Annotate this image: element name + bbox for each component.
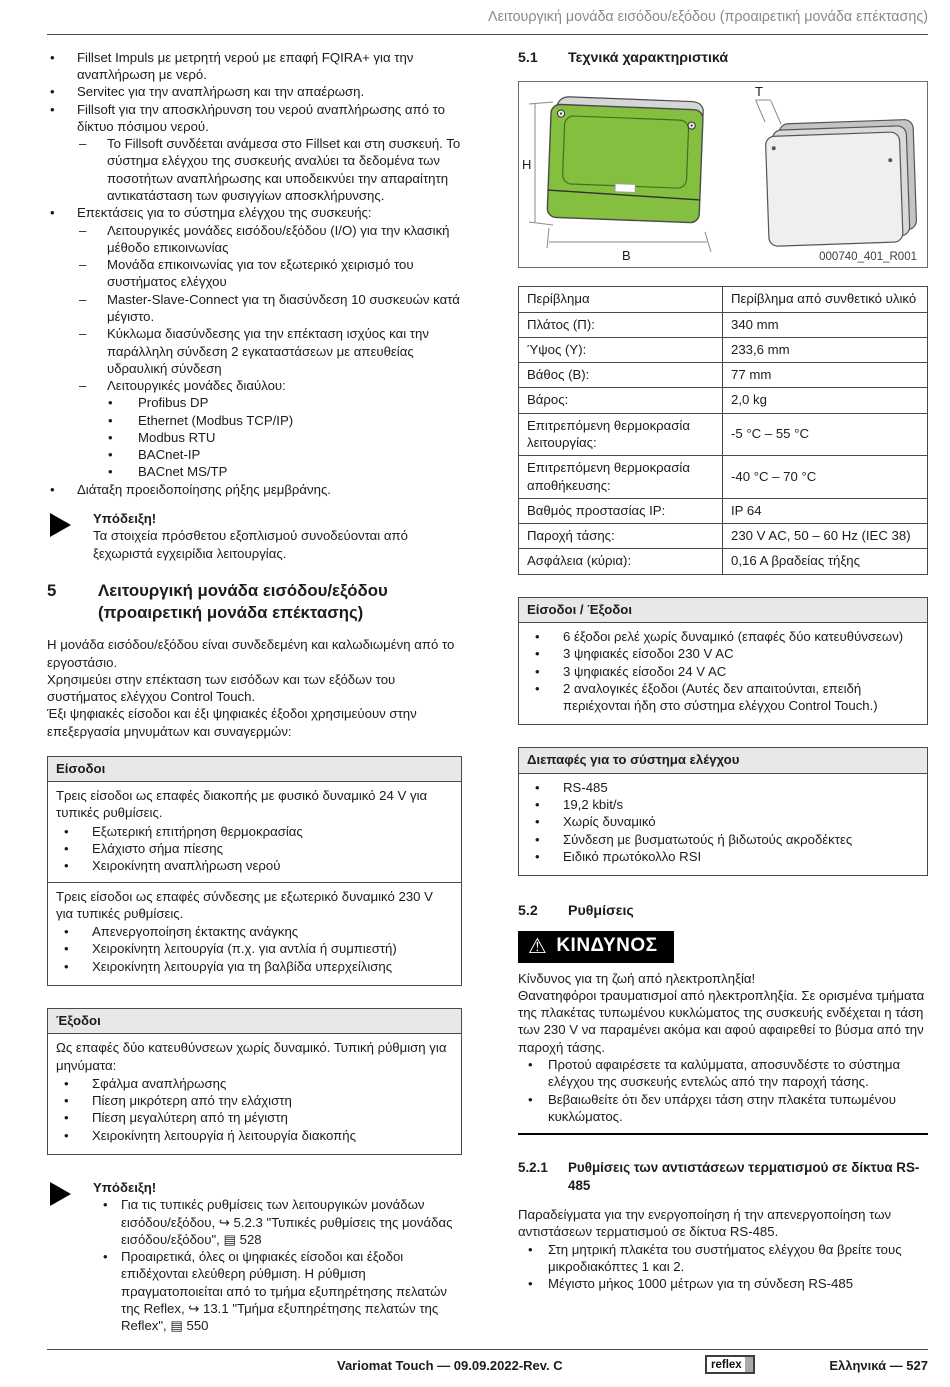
spec-key: Βάρος: [519, 388, 723, 412]
group-list [56, 823, 453, 875]
spec-row [519, 549, 927, 573]
inputs-table [47, 756, 462, 986]
list-item [527, 645, 919, 662]
bullet-marker: – [79, 136, 87, 152]
list-item-text: Ειδικό πρωτόκολλο RSI [563, 848, 702, 864]
list-item [47, 222, 462, 257]
bullet-marker: • [535, 680, 540, 696]
bullet-marker: • [50, 481, 55, 497]
section-title: Λειτουργική μονάδα εισόδου/εξόδου (προαιρετική μονάδα επέκτασης) [98, 580, 388, 623]
list-item [527, 848, 919, 865]
list-item-text: Στη μητρική πλακέτα του συστήματος ελέγχου θα βρείτε τους μικροδιακόπτες 1 και 2. [548, 1241, 902, 1274]
device-drawing [519, 82, 927, 267]
bullet-marker: • [535, 848, 540, 864]
list-item-text: Το Fillsoft συνδέεται ανάμεσα στο Fillset και στη συσκευή. Το σύστημα ελέγχου της συσκευής αναλύει τα δεδομένα των ποσοτήτων αναπλήρωσης και υποδεικνύει την απαραίτητη αντικατάσταση των φυσιγγίων αποσκλήρυνσης. [107, 136, 461, 203]
list-item [527, 796, 919, 813]
bullet-marker: • [535, 663, 540, 679]
spec-row [519, 287, 927, 312]
bullet-marker: – [79, 222, 87, 238]
list-item-text: Σφάλμα αναπλήρωσης [92, 1075, 227, 1091]
danger-notice [518, 931, 928, 1135]
list-item [518, 1275, 928, 1292]
spec-key: Επιτρεπόμενη θερμοκρασία αποθήκευσης: [519, 456, 723, 498]
list-item [518, 1091, 928, 1126]
group-intro: Ως επαφές δύο κατευθύνσεων χωρίς δυναμικό. Τυπική ρύθμιση για μηνύματα: [56, 1040, 447, 1073]
list-item-text: Βεβαιωθείτε ότι δεν υπάρχει τάση στην πλακέτα τυπωμένου κυκλώματος. [548, 1091, 896, 1124]
section-5-intro [47, 636, 462, 740]
list-item-text: Μονάδα επικοινωνίας για τον εξωτερικό χειρισμό του συστήματος ελέγχου [107, 257, 414, 290]
list-item [56, 1127, 453, 1144]
group-list [527, 779, 919, 865]
page-footer [47, 1349, 928, 1379]
spec-row [519, 456, 927, 499]
bullet-marker: • [103, 1249, 108, 1265]
bullet-marker: • [64, 924, 69, 940]
list-item-text: Μέγιστο μήκος 1000 μέτρων για τη σύνδεση RS-485 [548, 1276, 854, 1292]
spec-row [519, 363, 927, 388]
list-item-text: BACnet-IP [138, 447, 201, 463]
list-item-text: RS-485 [563, 779, 608, 795]
list-item [56, 1092, 453, 1109]
bullet-marker: • [535, 831, 540, 847]
bullet-marker: • [535, 628, 540, 644]
section-title: Τεχνικά χαρακτηριστικά [568, 49, 729, 66]
bullet-marker: – [79, 326, 87, 342]
spec-row [519, 524, 927, 549]
list-item [47, 204, 462, 221]
group-list [527, 628, 919, 714]
reflex-logo [705, 1355, 755, 1374]
danger-text: Θανατηφόροι τραυματισμοί από ηλεκτροπληξία. Σε ορισμένα τμήματα της πλακέτας τυπωμένου κυκλώματος της συσκευής ενδέχεται η τάση των 230 V να παραμένει ακόμα και αφού αφαιρεθεί το βύσμα από την παροχή τάσης. [518, 987, 925, 1055]
danger-label: ΚΙΝΔΥΝΟΣ [556, 934, 658, 956]
list-item-text: Χειροκίνητη λειτουργία ή λειτουργία διακοπής [92, 1127, 356, 1143]
note-title: Υπόδειξη! [93, 1179, 157, 1195]
spec-value: IP 64 [731, 502, 762, 518]
spec-value: -40 °C – 70 °C [731, 468, 817, 484]
spec-key: Παροχή τάσης: [519, 524, 723, 548]
list-item-text: Fillsoft για την αποσκλήρυνση του νερού αναπλήρωσης από το δίκτυο πόσιμου νερού. [77, 101, 446, 134]
bullet-marker: – [79, 291, 87, 307]
bullet-marker: • [64, 1127, 69, 1143]
bullet-marker: • [528, 1241, 533, 1257]
bullet-marker: • [50, 84, 55, 100]
list-item-text: 6 έξοδοι ρελέ χωρίς δυναμικό (επαφές δύο κατευθύνσεων) [563, 628, 904, 644]
list-item [47, 481, 462, 498]
note-1 [47, 510, 462, 562]
right-column [518, 49, 928, 1335]
section-title: Ρυθμίσεις [568, 903, 634, 920]
list-item [47, 256, 462, 291]
list-item-text: Για τις τυπικές ρυθμίσεις των λειτουργικών μονάδων εισόδου/εξόδου, ↪ 5.2.3 "Τυπικές ρυθμίσεις της μονάδας εισόδου/εξόδου", ▤ 528 [121, 1197, 453, 1247]
section-number: 5.2 [518, 903, 538, 920]
interfaces-group [519, 777, 927, 869]
list-item [93, 1196, 462, 1248]
bullet-marker: • [108, 464, 113, 480]
list-item [527, 831, 919, 848]
list-item-text: Διάταξη προειδοποίησης ρήξης μεμβράνης. [77, 481, 331, 497]
bullet-marker: • [64, 1110, 69, 1126]
list-item [527, 663, 919, 680]
warning-triangle-icon: ⚠ [528, 934, 548, 958]
width-label: B [622, 248, 631, 264]
list-item-text: Λειτουργικές μονάδες εισόδου/εξόδου (I/O) για την κλασική μέθοδο επικοινωνίας [107, 222, 450, 255]
bullet-marker: • [535, 779, 540, 795]
list-item [56, 1109, 453, 1126]
rs485-paragraph: Παραδείγματα για την ενεργοποίηση ή την απενεργοποίηση των αντιστάσεων τερματισμού σε δίκτυα RS-485. [518, 1207, 892, 1240]
footer-doc-title: Variomat Touch — 09.09.2022-Rev. C [337, 1358, 563, 1373]
list-item [47, 83, 462, 100]
list-item [527, 779, 919, 796]
bullet-marker: • [50, 49, 55, 65]
note-2 [47, 1179, 462, 1335]
list-item [56, 923, 453, 940]
paragraph: Χρησιμεύει στην επέκταση των εισόδων και των εξόδων του συστήματος ελέγχου Control Touch. [47, 671, 396, 705]
bullet-marker: • [528, 1056, 533, 1072]
spec-value: -5 °C – 55 °C [731, 426, 809, 442]
list-item-text: Fillset Impuls με μετρητή νερού με επαφή FQIRA+ για την αναπλήρωση με νερό. [77, 49, 414, 82]
list-item [47, 394, 462, 411]
list-item-text: Κύκλωμα διασύνδεσης για την επέκταση ισχύος και την παράλληλη σύνδεση 2 εγκαταστάσεων με απευθείας υδραυλική σύνδεση [107, 326, 429, 376]
spec-row [519, 499, 927, 524]
group-list [56, 923, 453, 975]
danger-banner [518, 931, 674, 963]
list-item [56, 1075, 453, 1092]
spec-table [518, 286, 928, 574]
bullet-marker: • [64, 1075, 69, 1091]
t-dimension-lines [755, 100, 781, 124]
list-item [47, 446, 462, 463]
spec-value: 230 V AC, 50 – 60 Hz (IEC 38) [731, 528, 911, 544]
table-header: Έξοδοι [48, 1009, 461, 1034]
danger-line1: Κίνδυνος για τη ζωή από ηλεκτροπληξία! [518, 970, 756, 986]
front-view [547, 96, 704, 223]
list-item [527, 628, 919, 645]
left-column [47, 49, 462, 1335]
list-item-text: Χωρίς δυναμικό [563, 814, 656, 830]
interfaces-table [518, 747, 928, 876]
table-header: Διεπαφές για το σύστημα ελέγχου [519, 748, 927, 773]
spec-row [519, 338, 927, 363]
spec-value: 233,6 mm [731, 341, 790, 357]
technical-figure [518, 81, 928, 268]
bullet-marker: • [108, 447, 113, 463]
spec-row [519, 388, 927, 413]
section-number: 5 [47, 580, 57, 600]
spec-key: Επιτρεπόμενη θερμοκρασία λειτουργίας: [519, 414, 723, 456]
spec-key: Ασφάλεια (κύρια): [519, 549, 723, 573]
content-columns [47, 49, 928, 1335]
list-item [47, 325, 462, 377]
bullet-marker: • [50, 205, 55, 221]
depth-label: T [755, 84, 763, 100]
section-number: 5.1 [518, 49, 538, 66]
bullet-marker: • [108, 429, 113, 445]
spec-row [519, 414, 927, 457]
list-item [56, 823, 453, 840]
list-item-text: Σύνδεση με βυσματωτούς ή βιδωτούς ακροδέκτες [563, 831, 853, 847]
paragraph: Έξι ψηφιακές είσοδοι και έξι ψηφιακές έξοδοι χρησιμεύουν στην επεξεργασία μηνυμάτων και συναγερμών: [47, 706, 417, 739]
accessories-list [47, 49, 462, 498]
outputs-group [48, 1037, 461, 1148]
page-header-title: Λειτουργική μονάδα εισόδου/εξόδου (προαιρετική μονάδα επέκτασης) [47, 8, 928, 35]
section-number: 5.2.1 [518, 1160, 548, 1176]
list-item-text: 19,2 kbit/s [563, 796, 624, 812]
note-triangle-icon [50, 513, 71, 537]
list-item [47, 101, 462, 136]
list-item [47, 412, 462, 429]
group-intro: Τρεις είσοδοι ως επαφές διακοπής με φυσικό δυναμικό 24 V για τυπικές ρυθμίσεις. [56, 788, 428, 821]
bullet-marker: • [535, 796, 540, 812]
bullet-marker: • [108, 412, 113, 428]
list-item-text: Ελάχιστο σήμα πίεσης [92, 841, 223, 857]
bullet-marker: • [64, 823, 69, 839]
list-item-text: 3 ψηφιακές είσοδοι 24 V AC [563, 663, 727, 679]
note-title: Υπόδειξη! [93, 511, 157, 527]
list-item [47, 377, 462, 394]
bullet-marker: • [64, 941, 69, 957]
reflex-nameplate [615, 184, 635, 193]
list-item-text: Απενεργοποίηση έκτακτης ανάγκης [92, 924, 299, 940]
list-item-text: Πίεση μεγαλύτερη από τη μέγιστη [92, 1110, 288, 1126]
bullet-marker: • [528, 1091, 533, 1107]
spec-value: 0,16 A βραδείας τήξης [731, 553, 860, 569]
rs485-list [518, 1241, 928, 1293]
list-item-text: Πίεση μικρότερη από την ελάχιστη [92, 1093, 292, 1109]
bullet-marker: • [64, 958, 69, 974]
io-table [518, 597, 928, 726]
list-item [93, 1248, 462, 1334]
list-item-text: Master-Slave-Connect για τη διασύνδεση 10 συσκευών κατά μέγιστο. [107, 291, 460, 324]
list-item-text: Χειροκίνητη λειτουργία για τη βαλβίδα υπερχείλισης [92, 958, 393, 974]
section-5-heading [47, 580, 462, 624]
list-item-text: 2 αναλογικές έξοδοι (Αυτές δεν απαιτούνται, επειδή περιέχονται ήδη στο σύστημα ελέγχου Control Touch.) [563, 680, 878, 714]
note-text: Τα στοιχεία πρόσθετου εξοπλισμού συνοδεύονται από ξεχωριστά εγχειρίδια λειτουργίας. [93, 528, 408, 561]
spec-key: Βάθος (Β): [519, 363, 723, 387]
table-header: Είσοδοι [48, 757, 461, 782]
table-header: Είσοδοι / Έξοδοι [519, 598, 927, 623]
list-item-text: Επεκτάσεις για το σύστημα ελέγχου της συσκευής: [77, 205, 372, 221]
list-item-text: Λειτουργικές μονάδες διαύλου: [107, 378, 286, 394]
spec-key: Πλάτος (Π): [519, 313, 723, 337]
list-item-text: Εξωτερική επιτήρηση θερμοκρασίας [92, 823, 303, 839]
bullet-marker: • [64, 1093, 69, 1109]
inputs-group-230v [48, 882, 461, 979]
list-item [47, 463, 462, 480]
note-list [93, 1196, 462, 1334]
list-item-text: 3 ψηφιακές είσοδοι 230 V AC [563, 646, 734, 662]
section-5-2-1-heading [518, 1159, 928, 1194]
section-title: Ρυθμίσεις των αντιστάσεων τερματισμού σε δίκτυα RS-485 [568, 1160, 920, 1193]
bullet-marker: • [535, 814, 540, 830]
height-label: H [522, 157, 532, 173]
list-item [56, 958, 453, 975]
bullet-marker: • [103, 1197, 108, 1213]
list-item-text: Servitec για την αναπλήρωση και την απαέρωση. [77, 84, 365, 100]
reflex-logo-text: reflex [711, 1359, 742, 1371]
io-group [519, 626, 927, 718]
note-triangle-icon [50, 1182, 71, 1206]
list-item-text: BACnet MS/TP [138, 464, 228, 480]
bullet-marker: – [79, 378, 87, 394]
group-intro: Τρεις είσοδοι ως επαφές σύνδεσης με εξωτερικό δυναμικό 230 V για τυπικές ρυθμίσεις. [56, 888, 433, 921]
spec-value: Περίβλημα από συνθετικό υλικό [731, 291, 917, 307]
list-item-text: Χειροκίνητη λειτουργία (π.χ. για αντλία ή συμπιεστή) [92, 941, 397, 957]
inputs-group-24v [48, 785, 461, 878]
list-item-text: Ethernet (Modbus TCP/IP) [138, 412, 294, 428]
danger-list [518, 1056, 928, 1125]
side-view [765, 120, 917, 247]
spec-key: Βαθμός προστασίας IP: [519, 499, 723, 523]
paragraph: Η μονάδα εισόδου/εξόδου είναι συνδεδεμένη και καλωδιωμένη από το εργοστάσιο. [47, 637, 455, 670]
spec-value: 2,0 kg [731, 392, 767, 408]
list-item-text: Προαιρετικά, όλες οι ψηφιακές είσοδοι και έξοδοι επιδέχονται ελεύθερη ρύθμιση. Η ρύθμιση πραγματοποιείται από το τμήμα εξυπηρέτησης πελατών της Reflex, ↪ 13.1 "Τμήμα εξυπηρέτησης πελατών της Reflex", ▤ 550 [121, 1249, 447, 1334]
list-item [47, 429, 462, 446]
list-item [47, 135, 462, 204]
bullet-marker: • [528, 1276, 533, 1292]
bullet-marker: – [79, 257, 87, 273]
group-list [56, 1075, 453, 1144]
list-item [518, 1056, 928, 1091]
list-item [47, 49, 462, 84]
list-item [47, 291, 462, 326]
spec-key: Ύψος (Υ): [519, 338, 723, 362]
list-item [527, 680, 919, 715]
outputs-table [47, 1008, 462, 1155]
bullet-marker: • [108, 395, 113, 411]
list-item [527, 813, 919, 830]
list-item [56, 840, 453, 857]
list-item [56, 940, 453, 957]
list-item-text: Προτού αφαιρέσετε τα καλύμματα, αποσυνδέστε το σύστημα ελέγχου της συσκευής εντελώς από την παροχή τάσης. [548, 1056, 901, 1090]
list-item [56, 857, 453, 874]
spec-row [519, 313, 927, 338]
bullet-marker: • [64, 858, 69, 874]
list-item [518, 1241, 928, 1276]
bullet-marker: • [535, 646, 540, 662]
spec-key: Περίβλημα [519, 287, 723, 311]
section-5-1-heading [518, 49, 928, 68]
bullet-marker: • [64, 841, 69, 857]
reflex-logo-stripe [745, 1357, 753, 1372]
figure-code: 000740_401_R001 [819, 251, 917, 264]
list-item-text: Modbus RTU [138, 429, 216, 445]
list-item-text: Χειροκίνητη αναπλήρωση νερού [92, 858, 281, 874]
list-item-text: Profibus DP [138, 395, 209, 411]
spec-value: 340 mm [731, 316, 779, 332]
spec-value: 77 mm [731, 367, 772, 383]
section-5-2-heading [518, 902, 928, 921]
bullet-marker: • [50, 101, 55, 117]
footer-language-page: Ελληνικά — 527 [829, 1358, 928, 1373]
